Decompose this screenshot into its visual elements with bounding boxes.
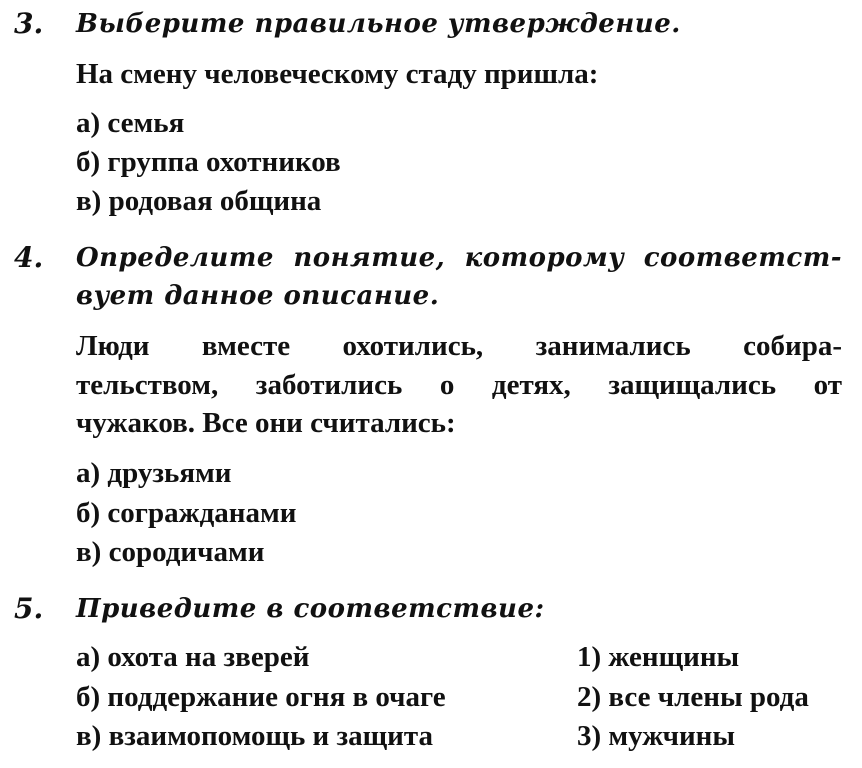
question-3-option-a: а) семья [76, 107, 185, 139]
question-5-left-item-a: а) охота на зверей [76, 641, 310, 673]
question-4-stem-line-2: тельством, заботились о детях, защищались от [76, 369, 842, 401]
question-3-stem: На смену человеческому стаду пришла: [76, 58, 599, 90]
question-4-heading-line-2: вует данное описание. [76, 281, 440, 311]
question-4-option-a: а) друзьями [76, 457, 232, 489]
question-4-stem-line-3: чужаков. Все они считались: [76, 407, 456, 439]
question-3-number: 3. [14, 7, 44, 40]
question-5-heading: Приведите в соответствие: [76, 594, 545, 624]
question-5-right-item-2: 2) все члены рода [577, 681, 809, 713]
question-5-right-item-3: 3) мужчины [577, 720, 735, 752]
question-4-number: 4. [14, 241, 44, 274]
question-4-option-c: в) сородичами [76, 536, 265, 568]
question-5-left-item-b: б) поддержание огня в очаге [76, 681, 446, 713]
question-4-option-b: б) согражданами [76, 497, 297, 529]
question-3-option-b: б) группа охотников [76, 146, 341, 178]
question-3-option-c: в) родовая община [76, 185, 322, 217]
question-3-heading: Выберите правильное утверждение. [76, 9, 681, 39]
question-5-left-item-c: в) взаимопомощь и защита [76, 720, 433, 752]
question-4-stem-line-1: Люди вместе охотились, занимались собира- [76, 330, 842, 362]
question-5-right-item-1: 1) женщины [577, 641, 740, 673]
question-5-number: 5. [14, 592, 44, 625]
question-4-heading-line-1: Определите понятие, которому соответст- [76, 243, 842, 273]
